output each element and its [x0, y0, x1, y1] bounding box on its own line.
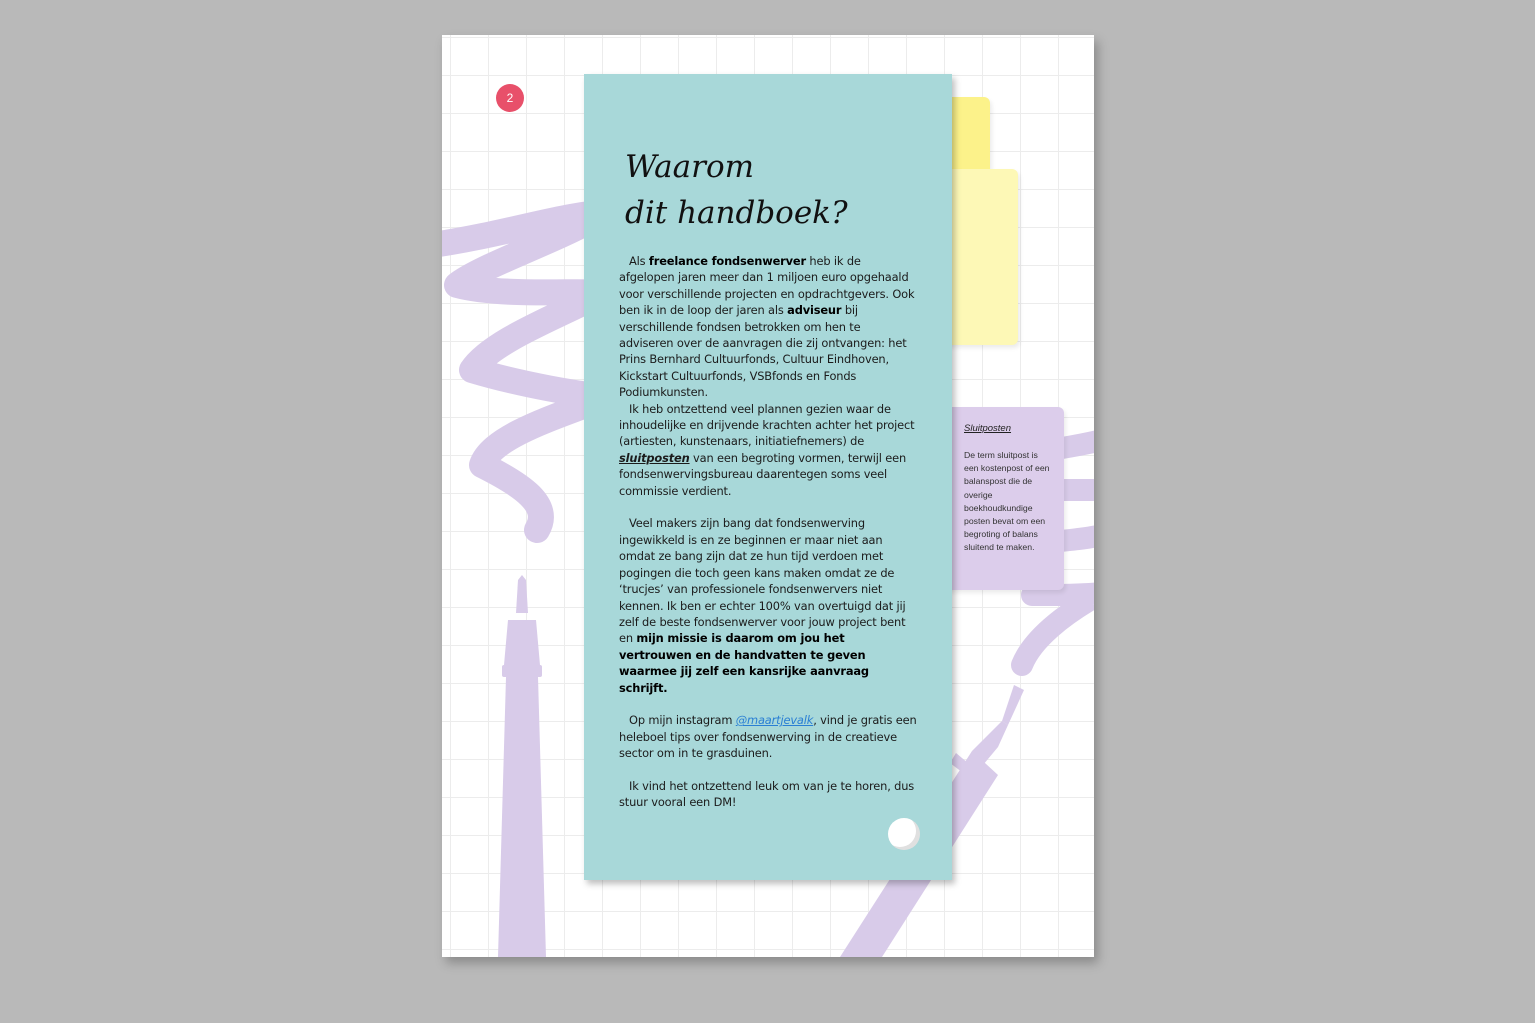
page-title — [625, 144, 848, 236]
sluitposten-term: sluitposten — [619, 450, 690, 465]
note-title: Sluitposten — [964, 423, 1012, 434]
bold-text: adviseur — [787, 303, 842, 318]
text-span: Als — [629, 254, 649, 268]
text-span: heb ik de afgelopen jaren meer dan 1 miljoen euro opgehaald voor verschillende projecten en opdrachtgevers. Ook ben ik in de loop der jaren als — [619, 254, 915, 318]
text-span: Ik heb ontzettend veel plannen gezien waar de inhoudelijke en drijvende krachten achter het project (artiesten, kunstenaars, initiatiefnemers) de — [619, 401, 915, 449]
text-span: Op mijn instagram — [629, 713, 736, 728]
text-span: bij verschillende fondsen betrokken om hen te adviseren over de aanvragen die zij ontvangen: het Prins Bernhard Cultuurfonds, Cultuur Eindhoven, Kickstart Cultuurfonds, VSBfonds en Fonds Podiumkunsten. — [619, 303, 907, 400]
text-span: van een begroting vormen, terwijl een fondsenwervingsbureau daarentegen soms veel commissie verdient. — [619, 450, 907, 498]
paragraph-2 — [619, 401, 917, 499]
handbook-page — [442, 35, 1094, 957]
content-card — [584, 74, 952, 880]
bold-text: freelance fondsenwerver — [648, 254, 806, 268]
definition-note — [940, 407, 1064, 590]
paragraph-4 — [619, 712, 917, 761]
page-corner-circle — [888, 818, 920, 850]
page-number-badge: 2 — [496, 84, 524, 112]
paragraph-1 — [619, 253, 917, 401]
note-body: De term sluitpost is een kostenpost of een balanspost die de overige boekhoudkundige posten bevat om een begroting of balans sluitend te maken. — [964, 450, 1050, 553]
paragraph-5: Ik vind het ontzettend leuk om van je te horen, dus stuur vooral een DM! — [619, 778, 915, 810]
paragraph-3 — [619, 515, 917, 695]
title-line-2: dit handboek? — [625, 195, 848, 231]
mission-statement: mijn missie is daarom om jou het vertrouwen en de handvatten te geven waarmee jij zelf een kansrijke aanvraag schrijft. — [619, 631, 869, 695]
text-span: Veel makers zijn bang dat fondsenwerving ingewikkeld is en ze beginnen er maar niet aan omdat ze bang zijn dat ze hun tijd verdoen met pogingen die toch geen kans maken omdat ze de ‘trucjes’ van professionele fondsenwervers niet kennen. Ik ben er echter 100% van overtuigd dat jij zelf de beste fondsenwerver voor jouw project bent en — [619, 516, 906, 646]
title-line-1: Waarom — [625, 149, 755, 185]
instagram-link[interactable]: @maartjevalk — [735, 713, 814, 728]
text-span: , vind je gratis een heleboel tips over fondsenwerving in de creatieve sector om in te grasduinen. — [619, 713, 917, 761]
body-text — [619, 253, 917, 811]
